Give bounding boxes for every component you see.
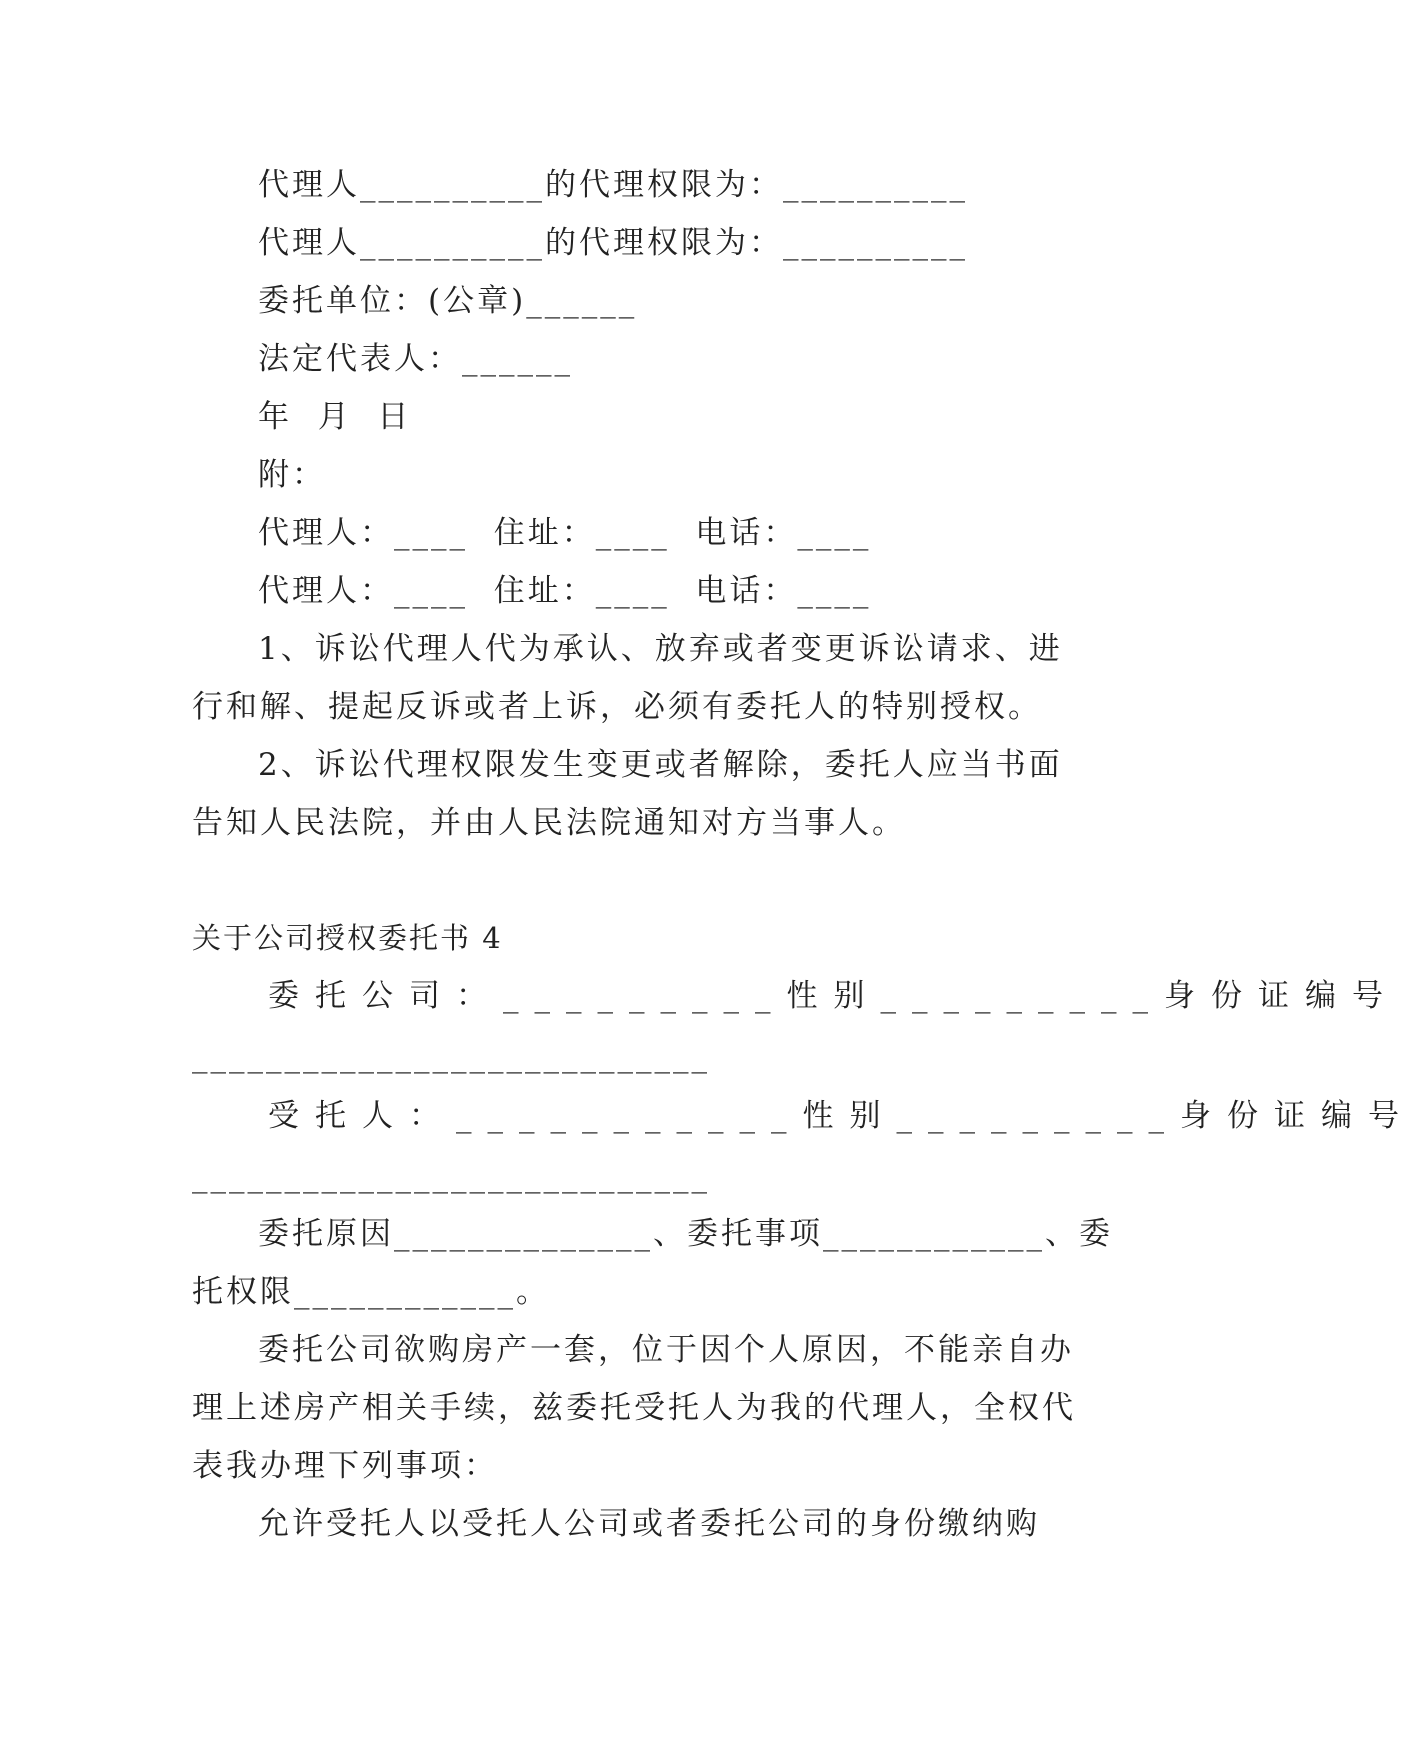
section-title: 关于公司授权委托书 4 xyxy=(192,921,503,955)
purchase-paragraph-line-2: 理上述房产相关手续，兹委托受托人为我的代理人，全权代 xyxy=(192,1390,1076,1426)
agent-authority-line-1: 代理人__________的代理权限为：__________ xyxy=(258,167,968,203)
trustee-line: 受托人：___________性别_________身份证编号 xyxy=(268,1098,1415,1134)
entrusting-company-id-blank: ____________________________ xyxy=(192,1038,710,1074)
note-2-line-2: 告知人民法院，并由人民法院通知对方当事人。 xyxy=(192,805,906,841)
purchase-paragraph-line-1: 委托公司欲购房产一套，位于因个人原因，不能亲自办 xyxy=(258,1332,1074,1368)
note-2-line-1: 2、诉讼代理权限发生变更或者解除，委托人应当书面 xyxy=(258,747,1063,783)
purchase-paragraph-line-3: 表我办理下列事项： xyxy=(192,1448,498,1484)
trustee-id-blank: ____________________________ xyxy=(192,1158,710,1194)
date-line: 年 月 日 xyxy=(258,399,412,435)
agent-contact-line-2: 代理人：____ 住址：____ 电话：____ xyxy=(258,573,872,609)
reason-matters-line-1: 委托原因______________、委托事项____________、委 xyxy=(258,1216,1113,1252)
agent-contact-line-1: 代理人：____ 住址：____ 电话：____ xyxy=(258,515,872,551)
note-1-line-2: 行和解、提起反诉或者上诉，必须有委托人的特别授权。 xyxy=(192,689,1042,725)
legal-representative-line: 法定代表人：______ xyxy=(258,341,573,377)
note-1-line-1: 1、诉讼代理人代为承认、放弃或者变更诉讼请求、进 xyxy=(258,631,1063,667)
agent-authority-line-2: 代理人__________的代理权限为：__________ xyxy=(258,225,968,261)
entrusting-unit-line: 委托单位：(公章)______ xyxy=(258,283,638,319)
appendix-label: 附： xyxy=(258,457,326,493)
permission-paragraph-line-1: 允许受托人以受托人公司或者委托公司的身份缴纳购 xyxy=(258,1506,1040,1542)
reason-matters-line-2: 托权限____________。 xyxy=(192,1274,550,1310)
entrusting-company-line: 委托公司：_________性别_________身份证编号 xyxy=(268,978,1399,1014)
